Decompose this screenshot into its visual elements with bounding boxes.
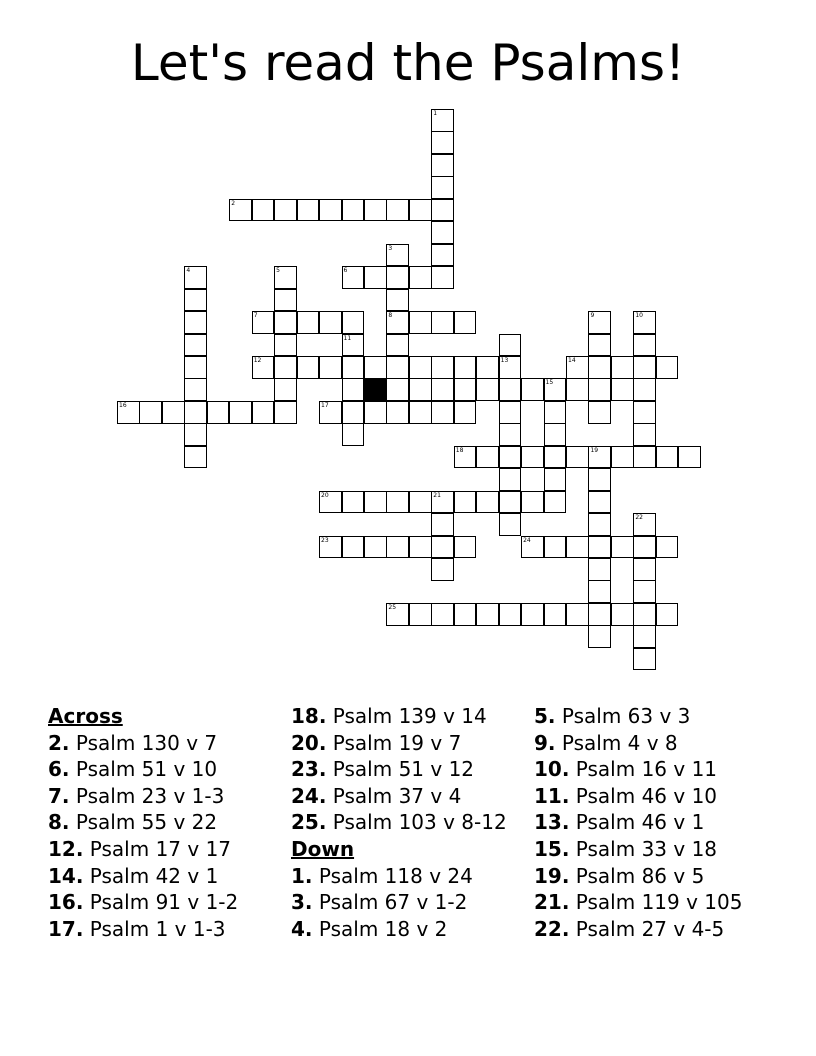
clue-column-3 (534, 703, 742, 942)
grid-cell[interactable] (588, 401, 611, 424)
grid-cell[interactable] (454, 356, 477, 379)
grid-cell[interactable] (409, 603, 432, 626)
clue-number: 1 (433, 110, 438, 117)
clue-across-17: 17. Psalm 1 v 1-3 (48, 916, 226, 941)
grid-cell[interactable] (274, 199, 297, 222)
grid-cell[interactable] (521, 603, 544, 626)
grid-cell[interactable] (544, 491, 567, 514)
grid-cell[interactable] (431, 378, 454, 401)
grid-cell[interactable] (611, 536, 634, 559)
clue-number: 6 (343, 267, 348, 275)
clue-number: 18 (455, 446, 464, 454)
grid-cell[interactable] (499, 334, 522, 357)
grid-cell[interactable] (521, 378, 544, 401)
clue-across-14: 14. Psalm 42 v 1 (48, 863, 219, 888)
grid-cell[interactable] (544, 446, 567, 469)
grid-cell[interactable] (342, 199, 365, 222)
grid-cell[interactable] (386, 378, 409, 401)
grid-cell[interactable] (566, 603, 589, 626)
down-heading: Down (291, 836, 355, 861)
grid-cell[interactable] (633, 603, 656, 626)
grid-cell[interactable] (162, 401, 185, 424)
grid-cell[interactable] (566, 378, 589, 401)
grid-cell[interactable] (588, 468, 611, 491)
clue-across-24: 24. Psalm 37 v 4 (291, 783, 462, 808)
grid-cell[interactable] (431, 109, 454, 132)
grid-cell[interactable] (431, 266, 454, 289)
grid-cell[interactable] (409, 378, 432, 401)
grid-cell[interactable] (499, 468, 522, 491)
grid-cell[interactable] (633, 446, 656, 469)
grid-cell[interactable] (544, 423, 567, 446)
grid-cell[interactable] (431, 244, 454, 267)
grid-cell[interactable] (454, 401, 477, 424)
clue-number: 2 (231, 199, 236, 207)
grid-cell[interactable] (656, 446, 679, 469)
grid-cell[interactable] (521, 536, 544, 559)
grid-cell[interactable] (566, 356, 589, 379)
grid-cell[interactable] (656, 603, 679, 626)
grid-cell[interactable] (633, 311, 656, 334)
grid-cell[interactable] (274, 356, 297, 379)
clue-column-1 (48, 703, 238, 942)
grid-cell[interactable] (342, 356, 365, 379)
grid-cell[interactable] (342, 491, 365, 514)
grid-cell[interactable] (588, 334, 611, 357)
grid-cell[interactable] (454, 311, 477, 334)
grid-cell[interactable] (588, 311, 611, 334)
grid-cell[interactable] (184, 311, 207, 334)
clue-number: 16 (119, 401, 127, 409)
grid-cell[interactable] (454, 536, 477, 559)
grid-cell[interactable] (431, 491, 454, 514)
grid-cell[interactable] (386, 311, 409, 334)
grid-cell[interactable] (364, 199, 387, 222)
grid-cell[interactable] (588, 536, 611, 559)
clue-down-15: 15. Psalm 33 v 18 (534, 836, 718, 861)
grid-cell[interactable] (521, 446, 544, 469)
clue-number: 4 (186, 267, 191, 275)
grid-cell[interactable] (297, 311, 320, 334)
clue-down-22: 22. Psalm 27 v 4-5 (534, 916, 725, 941)
grid-cell[interactable] (588, 603, 611, 626)
grid-cell[interactable] (476, 378, 499, 401)
grid-cell[interactable] (386, 266, 409, 289)
grid-cell[interactable] (184, 378, 207, 401)
grid-cell[interactable] (454, 603, 477, 626)
clue-column-2 (291, 703, 507, 942)
grid-cell[interactable] (409, 311, 432, 334)
grid-cell[interactable] (633, 356, 656, 379)
clue-down-5: 5. Psalm 63 v 3 (534, 704, 691, 728)
grid-cell[interactable] (252, 401, 275, 424)
clue-number: 3 (388, 244, 393, 252)
grid-cell[interactable] (454, 491, 477, 514)
across-heading: Across (48, 704, 123, 728)
grid-cell[interactable] (544, 378, 567, 401)
grid-cell[interactable] (409, 356, 432, 379)
grid-cell[interactable] (319, 356, 342, 379)
grid-cell[interactable] (476, 603, 499, 626)
clue-across-20: 20. Psalm 19 v 7 (291, 730, 462, 755)
grid-cell[interactable] (431, 356, 454, 379)
grid-cell[interactable] (544, 603, 567, 626)
clue-across-6: 6. Psalm 51 v 10 (48, 757, 218, 782)
clue-down-11: 11. Psalm 46 v 10 (534, 783, 718, 808)
grid-cell[interactable] (633, 378, 656, 401)
clue-number: 9 (590, 312, 595, 320)
grid-cell[interactable] (117, 401, 140, 424)
grid-cell[interactable] (499, 401, 522, 424)
grid-cell[interactable] (588, 625, 611, 648)
clue-number: 11 (343, 334, 352, 342)
grid-cell[interactable] (319, 491, 342, 514)
grid-cell[interactable] (499, 378, 522, 401)
grid-cell[interactable] (139, 401, 162, 424)
grid-cell[interactable] (342, 536, 365, 559)
grid-cell[interactable] (297, 199, 320, 222)
grid-cell[interactable] (521, 491, 544, 514)
grid-cell[interactable] (319, 311, 342, 334)
clue-down-3: 3. Psalm 67 v 1-2 (291, 890, 468, 915)
grid-cell[interactable] (409, 266, 432, 289)
grid-cell[interactable] (431, 558, 454, 581)
grid-cell[interactable] (252, 356, 275, 379)
grid-cell[interactable] (499, 423, 522, 446)
grid-cell[interactable] (633, 334, 656, 357)
grid-cell[interactable] (633, 423, 656, 446)
grid-cell[interactable] (229, 199, 252, 222)
grid-cell[interactable] (544, 401, 567, 424)
grid-cell[interactable] (184, 266, 207, 289)
clue-number: 19 (590, 446, 599, 454)
grid-cell[interactable] (386, 244, 409, 267)
grid-cell[interactable] (409, 491, 432, 514)
grid-cell[interactable] (184, 423, 207, 446)
grid-cell[interactable] (386, 199, 409, 222)
grid-cell[interactable] (431, 513, 454, 536)
clue-down-21: 21. Psalm 119 v 105 (534, 890, 743, 915)
grid-cell[interactable] (633, 625, 656, 648)
grid-cell[interactable] (499, 491, 522, 514)
grid-cell[interactable] (588, 580, 611, 603)
clue-down-1: 1. Psalm 118 v 24 (291, 863, 473, 888)
grid-cell[interactable] (633, 648, 656, 671)
clue-across-25: 25. Psalm 103 v 8-12 (291, 810, 507, 835)
grid-cell[interactable] (342, 401, 365, 424)
grid-cell[interactable] (342, 311, 365, 334)
clue-across-12: 12. Psalm 17 v 17 (48, 836, 232, 861)
grid-cell[interactable] (588, 378, 611, 401)
grid-cell[interactable] (252, 311, 275, 334)
grid-cell[interactable] (588, 446, 611, 469)
grid-cell[interactable] (364, 401, 387, 424)
clue-across-18: 18. Psalm 139 v 14 (291, 704, 487, 728)
grid-cell[interactable] (499, 513, 522, 536)
clue-down-19: 19. Psalm 86 v 5 (534, 863, 705, 888)
grid-cell[interactable] (431, 131, 454, 154)
grid-cell[interactable] (633, 401, 656, 424)
grid-cell[interactable] (656, 356, 679, 379)
grid-cell[interactable] (431, 401, 454, 424)
grid-cell[interactable] (386, 491, 409, 514)
grid-cell[interactable] (274, 266, 297, 289)
grid-cell[interactable] (207, 401, 230, 424)
clue-number: 15 (545, 379, 554, 387)
grid-cell[interactable] (319, 199, 342, 222)
clue-down-13: 13. Psalm 46 v 1 (534, 810, 705, 835)
clue-down-10: 10. Psalm 16 v 11 (534, 757, 718, 782)
clue-across-23: 23. Psalm 51 v 12 (291, 757, 475, 782)
grid-cell[interactable] (184, 334, 207, 357)
grid-cell[interactable] (566, 446, 589, 469)
clue-number: 21 (433, 491, 441, 499)
grid-cell[interactable] (184, 446, 207, 469)
grid-cell[interactable] (611, 603, 634, 626)
clue-number: 24 (523, 536, 531, 544)
clue-number: 12 (253, 356, 262, 364)
grid-cell[interactable] (364, 266, 387, 289)
grid-cell[interactable] (184, 401, 207, 424)
clue-number: 20 (321, 491, 329, 499)
clue-number: 17 (321, 401, 329, 409)
grid-cell[interactable] (252, 199, 275, 222)
clue-across-7: 7. Psalm 23 v 1-3 (48, 783, 225, 808)
grid-cell[interactable] (342, 423, 365, 446)
grid-cell[interactable] (386, 536, 409, 559)
grid-cell[interactable] (431, 221, 454, 244)
grid-cell[interactable] (431, 154, 454, 177)
grid-cell[interactable] (544, 468, 567, 491)
grid-cell[interactable] (656, 536, 679, 559)
clue-across-8: 8. Psalm 55 v 22 (48, 810, 218, 835)
grid-cell[interactable] (431, 176, 454, 199)
page-title: Let's read the Psalms! (130, 34, 686, 92)
clue-across-16: 16. Psalm 91 v 1-2 (48, 890, 239, 915)
clue-down-4: 4. Psalm 18 v 2 (291, 916, 448, 941)
grid-cell[interactable] (633, 580, 656, 603)
grid-cell[interactable] (633, 513, 656, 536)
grid-cell[interactable] (431, 311, 454, 334)
grid-cell[interactable] (476, 491, 499, 514)
grid-cell[interactable] (611, 446, 634, 469)
grid-cell[interactable] (566, 536, 589, 559)
grid-block (364, 378, 387, 401)
grid-cell[interactable] (588, 513, 611, 536)
grid-cell[interactable] (409, 401, 432, 424)
grid-cell[interactable] (386, 603, 409, 626)
clue-number: 13 (500, 356, 509, 364)
grid-cell[interactable] (431, 199, 454, 222)
grid-cell[interactable] (588, 491, 611, 514)
grid-cell[interactable] (633, 558, 656, 581)
grid-cell[interactable] (454, 378, 477, 401)
grid-cell[interactable] (476, 356, 499, 379)
grid-cell[interactable] (409, 199, 432, 222)
grid-cell[interactable] (184, 289, 207, 312)
grid-cell[interactable] (274, 378, 297, 401)
grid-cell[interactable] (544, 536, 567, 559)
grid-cell[interactable] (229, 401, 252, 424)
grid-cell[interactable] (386, 356, 409, 379)
grid-cell[interactable] (499, 603, 522, 626)
grid-cell[interactable] (364, 536, 387, 559)
grid-cell[interactable] (342, 334, 365, 357)
grid-cell[interactable] (297, 356, 320, 379)
grid-cell[interactable] (588, 356, 611, 379)
grid-cell[interactable] (611, 378, 634, 401)
grid-cell[interactable] (274, 289, 297, 312)
grid-cell[interactable] (386, 289, 409, 312)
grid-cell[interactable] (184, 356, 207, 379)
grid-cell[interactable] (364, 491, 387, 514)
clue-number: 22 (635, 514, 643, 522)
grid-cell[interactable] (342, 378, 365, 401)
grid-cell[interactable] (678, 446, 701, 469)
clue-number: 8 (388, 312, 393, 320)
grid-cell[interactable] (364, 356, 387, 379)
grid-cell[interactable] (274, 334, 297, 357)
grid-cell[interactable] (431, 536, 454, 559)
grid-cell[interactable] (319, 536, 342, 559)
clue-number: 14 (568, 356, 576, 364)
clue-number: 7 (253, 312, 258, 320)
grid-cell[interactable] (633, 536, 656, 559)
clue-number: 23 (321, 536, 329, 544)
clue-across-2: 2. Psalm 130 v 7 (48, 730, 218, 755)
grid-cell[interactable] (409, 536, 432, 559)
clue-down-9: 9. Psalm 4 v 8 (534, 730, 678, 755)
clue-number: 25 (388, 603, 397, 611)
grid-cell[interactable] (588, 558, 611, 581)
grid-cell[interactable] (274, 311, 297, 334)
clue-number: 10 (635, 312, 643, 320)
grid-cell[interactable] (611, 356, 634, 379)
grid-cell[interactable] (386, 334, 409, 357)
grid-cell[interactable] (342, 266, 365, 289)
grid-cell[interactable] (386, 401, 409, 424)
clue-number: 5 (276, 267, 280, 275)
grid-cell[interactable] (274, 401, 297, 424)
grid-cell[interactable] (319, 401, 342, 424)
grid-cell[interactable] (454, 446, 477, 469)
grid-cell[interactable] (431, 603, 454, 626)
grid-cell[interactable] (499, 356, 522, 379)
grid-cell[interactable] (476, 446, 499, 469)
grid-cell[interactable] (499, 446, 522, 469)
